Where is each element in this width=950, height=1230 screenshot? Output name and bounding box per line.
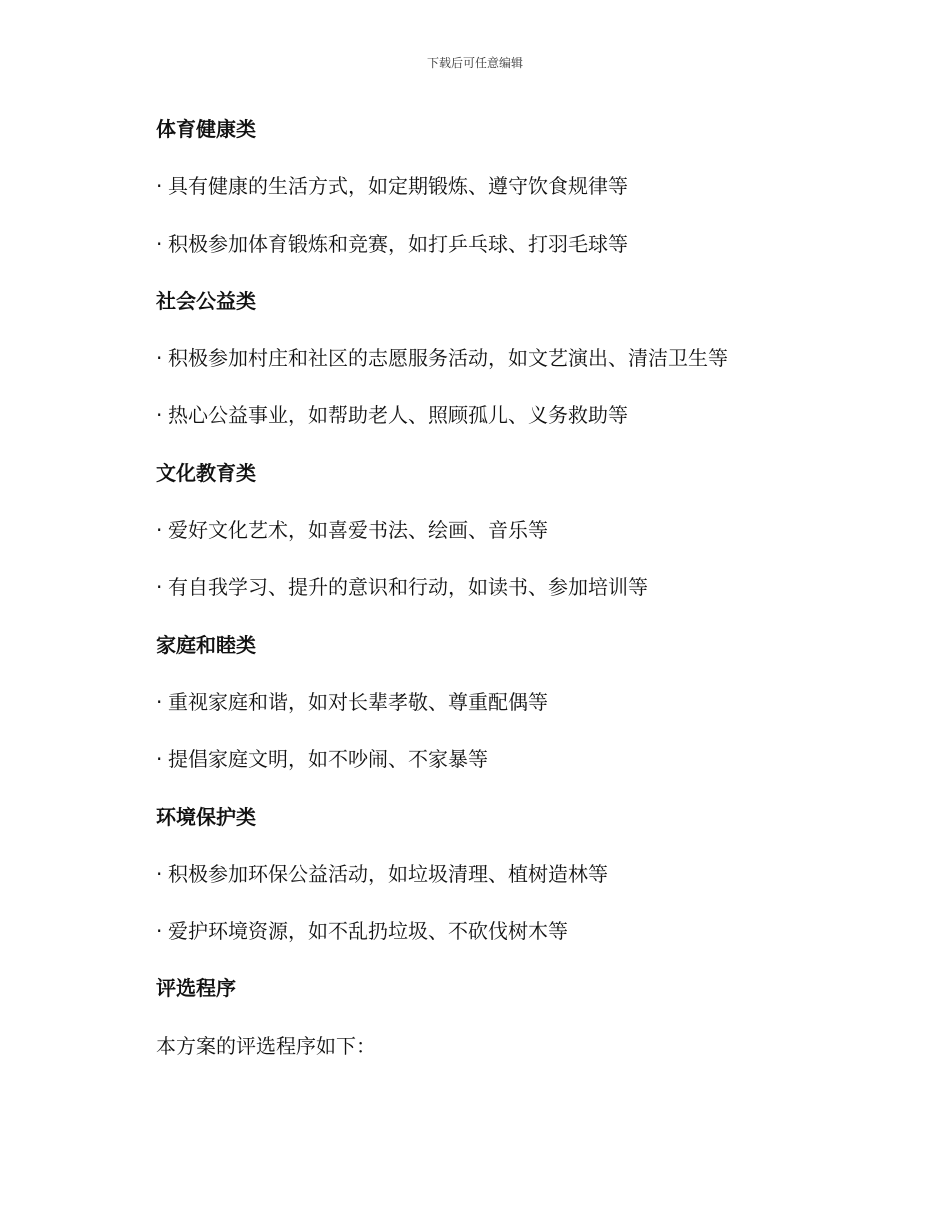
bullet-icon: · — [156, 346, 163, 371]
list-item — [156, 912, 856, 969]
section-heading: 环境保护类 — [156, 804, 256, 829]
list-item — [156, 511, 856, 568]
bullet-icon: · — [156, 518, 163, 543]
list-item — [156, 167, 856, 224]
page-header: 下载后可任意编辑 — [426, 56, 523, 70]
list-item-text: 爱好文化艺术，如喜爱书法、绘画、音乐等 — [168, 518, 548, 543]
bullet-icon: · — [156, 689, 163, 714]
paragraph: 本方案的评选程序如下： — [156, 1033, 376, 1058]
section-heading: 体育健康类 — [156, 117, 256, 141]
bullet-icon: · — [156, 747, 163, 772]
list-item-text: 重视家庭和谐，如对长辈孝敬、尊重配偶等 — [168, 689, 548, 714]
list-item-text: 具有健康的生活方式，如定期锻炼、遵守饮食规律等 — [168, 174, 628, 199]
bullet-icon: · — [156, 919, 163, 944]
section-heading: 文化教育类 — [156, 460, 256, 485]
list-item — [156, 568, 856, 625]
list-item — [156, 683, 856, 740]
bullet-icon: · — [156, 403, 163, 428]
section-heading: 社会公益类 — [156, 288, 256, 313]
list-item — [156, 339, 856, 396]
bullet-icon: · — [156, 575, 163, 600]
list-item-text: 积极参加村庄和社区的志愿服务活动，如文艺演出、清洁卫生等 — [168, 346, 728, 371]
section-heading: 评选程序 — [156, 976, 236, 1001]
list-item — [156, 855, 856, 912]
list-item-text: 积极参加环保公益活动，如垃圾清理、植树造林等 — [168, 861, 608, 886]
list-item-text: 热心公益事业，如帮助老人、照顾孤儿、义务救助等 — [168, 403, 628, 428]
list-item-text: 有自我学习、提升的意识和行动，如读书、参加培训等 — [168, 575, 648, 600]
bullet-icon: · — [156, 174, 163, 199]
list-item — [156, 396, 856, 453]
bullet-icon: · — [156, 231, 163, 256]
list-item-text: 提倡家庭文明，如不吵闹、不家暴等 — [168, 747, 488, 772]
list-item-text: 爱护环境资源，如不乱扔垃圾、不砍伐树木等 — [168, 919, 568, 944]
bullet-icon: · — [156, 861, 163, 886]
document-body — [156, 110, 856, 1084]
list-item — [156, 740, 856, 797]
list-item — [156, 225, 856, 282]
list-item-text: 积极参加体育锻炼和竞赛，如打乒乓球、打羽毛球等 — [168, 231, 628, 256]
section-heading: 家庭和睦类 — [156, 632, 256, 657]
